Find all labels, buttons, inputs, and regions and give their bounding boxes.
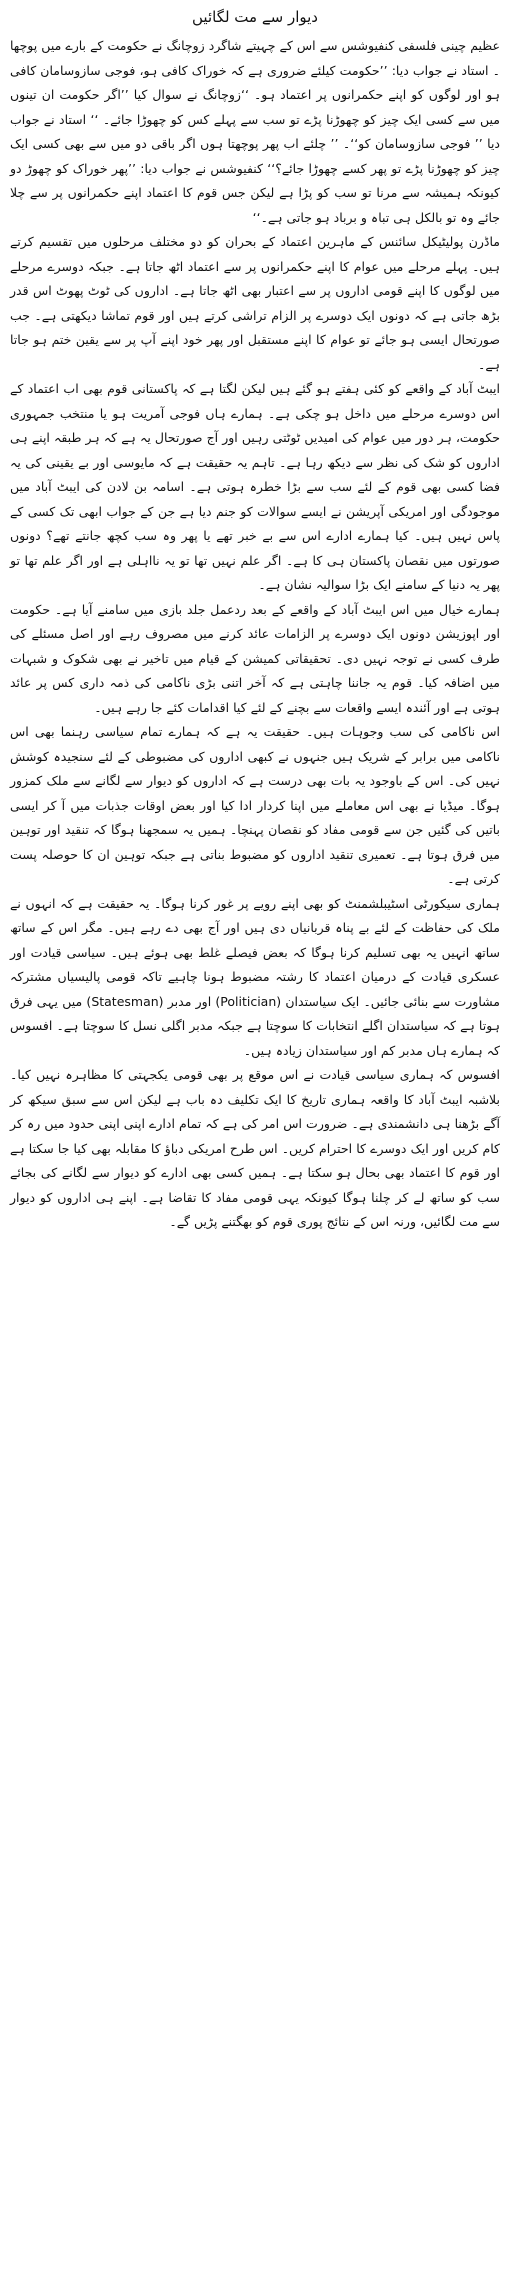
article-paragraph: ہمارے خیال میں اس ایبٹ آباد کے واقعے کے بعد ردعمل جلد بازی میں سامنے آیا ہے۔ حکومت اور اپوزیشن دونوں ایک دوسرے پر الزامات عائد کرنے میں مصروف رہے اور اصل مسئلے کی طرف کسی نے توجہ نہیں دی۔ تحقیقاتی کمیشن کے قیام میں تاخیر نے بھی شکوک و شبہات میں اضافہ کیا۔ قوم یہ جاننا چاہتی ہے کہ آخر اتنی بڑی ناکامی کی ذمہ داری کس پر عائد ہوتی ہے اور آئندہ ایسے واقعات سے بچنے کے لئے کیا اقدامات کئے جا رہے ہیں۔ [10,601,500,715]
article-paragraph: ہماری سیکورٹی اسٹیبلشمنٹ کو بھی اپنے رویے پر غور کرنا ہوگا۔ یہ حقیقت ہے کہ انہوں نے ملک کی حفاظت کے لئے بے پناہ قربانیاں دی ہیں اور آج بھی دے رہے ہیں۔ مگر اس کے ساتھ ساتھ انہیں یہ بھی تسلیم کرنا ہوگا کہ بعض فیصلے غلط بھی ہوئے ہیں۔ سیاسی قیادت اور عسکری قیادت کے درمیان اعتماد کا رشتہ مضبوط ہونا چاہیے تاکہ قومی پالیسیاں مشترکہ مشاورت سے بنائی جائیں۔ ایک سیاستدان (Politician) اور مدبر (Statesman) میں یہی فرق ہوتا ہے کہ سیاستدان اگلے انتخابات کا سوچتا ہے جبکہ مدبر اگلی نسل کا سوچتا ہے۔ افسوس کہ ہمارے ہاں مدبر کم اور سیاستدان زیادہ ہیں۔ [10,895,500,1058]
article-title: دیوار سے مت لگائیں [192,8,318,26]
article-body [10,34,500,1235]
article-paragraph: افسوس کہ ہماری سیاسی قیادت نے اس موقع پر بھی قومی یکجہتی کا مظاہرہ نہیں کیا۔ بلاشبہ ایبٹ آباد کا واقعہ ہماری تاریخ کا ایک تکلیف دہ باب ہے لیکن اس سے سبق سیکھ کر آگے بڑھنا ہی دانشمندی ہے۔ ضرورت اس امر کی ہے کہ تمام ادارے اپنی اپنی حدود میں رہ کر کام کریں اور ایک دوسرے کا احترام کریں۔ اس طرح امریکی دباؤ کا مقابلہ بھی کیا جا سکتا ہے اور قوم کا اعتماد بھی بحال ہو سکتا ہے۔ ہمیں کسی بھی ادارے کو دیوار سے لگانے کی بجائے سب کو ساتھ لے کر چلنا ہوگا کیونکہ یہی قومی مفاد کا تقاضا ہے۔ اپنے ہی اداروں کو دیوار سے مت لگائیں، ورنہ اس کے نتائج پوری قوم کو بھگتنے پڑیں گے۔ [10,1067,500,1229]
article-paragraph: ماڈرن پولیٹیکل سائنس کے ماہرین اعتماد کے بحران کو دو مختلف مرحلوں میں تقسیم کرتے ہیں۔ پہلے مرحلے میں عوام کا اپنے حکمرانوں پر سے اعتماد اٹھ جاتا ہے۔ جبکہ دوسرے مرحلے میں لوگوں کا اپنے قومی اداروں پر سے اعتبار بھی اٹھ جاتا ہے۔ اداروں کی ٹوٹ پھوٹ اس قدر بڑھ جاتی ہے کہ دونوں ایک دوسرے پر الزام تراشی کرتے ہیں اور قوم تماشا دیکھتی ہے۔ جب صورتحال ایسی ہو جائے تو عوام کا اپنے مستقبل اور پھر خود اپنے آپ پر سے یقین ختم ہو جاتا ہے۔ [10,234,500,372]
article-paragraph: اس ناکامی کی سب وجوہات ہیں۔ حقیقت یہ ہے کہ ہمارے تمام سیاسی رہنما بھی اس ناکامی میں برابر کے شریک ہیں جنہوں نے کبھی اداروں کی مضبوطی کے لئے سنجیدہ کوشش نہیں کی۔ اس کے باوجود یہ بات بھی درست ہے کہ اداروں کو دیوار سے لگانے سے ملک کمزور ہوگا۔ میڈیا نے بھی اس معاملے میں اپنا کردار ادا کیا اور بعض اوقات جذبات میں آ کر ایسی باتیں کی گئیں جن سے قومی مفاد کو نقصان پہنچا۔ ہمیں یہ سمجھنا ہوگا کہ تنقید اور توہین میں فرق ہوتا ہے۔ تعمیری تنقید اداروں کو مضبوط بناتی ہے جبکہ توہین ان کا حوصلہ پست کرتی ہے۔ [10,724,500,886]
article-paragraph: ایبٹ آباد کے واقعے کو کئی ہفتے ہو گئے ہیں لیکن لگتا ہے کہ پاکستانی قوم بھی اب اعتماد کے اس دوسرے مرحلے میں داخل ہو چکی ہے۔ ہمارے ہاں فوجی آمریت ہو یا منتخب جمہوری حکومت، ہر دور میں عوام کی امیدیں ٹوٹتی رہیں اور آج صورتحال یہ ہے کہ ہر طبقہ اپنے ہی اداروں کو شک کی نظر سے دیکھ رہا ہے۔ تاہم یہ حقیقت ہے کہ مایوسی اور بے یقینی کی یہ فضا کسی بھی قوم کے لئے سب سے بڑا خطرہ ہوتی ہے۔ اسامہ بن لادن کی ایبٹ آباد میں موجودگی اور امریکی آپریشن نے ایسے سوالات کو جنم دیا ہے جن کے جواب ابھی تک کسی کے پاس نہیں ہیں۔ کیا ہمارے ادارے اس سے بے خبر تھے یا پھر وہ سب کچھ جانتے تھے؟ دونوں صورتوں میں نقصان پاکستان ہی کا ہے۔ اگر علم نہیں تھا تو یہ نااہلی ہے اور اگر علم تھا تو پھر یہ دنیا کے سامنے ایک بڑا سوالیہ نشان ہے۔ [10,381,500,592]
article-paragraph: عظیم چینی فلسفی کنفیوشس سے اس کے چہیتے شاگرد زوچانگ نے حکومت کے بارے میں پوچھا ۔ استاد نے جواب دیا: ’’حکومت کیلئے ضروری ہے کہ خوراک کافی ہو، فوجی سازوسامان کافی ہو اور لوگوں کو اپنے حکمرانوں پر اعتماد ہو۔ ‘‘زوچانگ نے سوال کیا ’’اگر حکومت ان تینوں میں سے کسی ایک چیز کو چھوڑنا پڑے تو سب سے پہلے کس کو چھوڑا جائے۔ ‘‘ استاد نے جواب دیا ’’ فوجی سازوسامان کو‘‘۔ ’’ چلئے اب پھر پوچھتا ہوں اگر باقی دو میں سے بھی کسی ایک چیز کو چھوڑنا پڑے تو پھر کسے چھوڑا جائے؟‘‘ کنفیوشس نے جواب دیا: ’’پھر خوراک کو چھوڑ دو کیونکہ ہمیشہ سے مرنا تو سب کو پڑا ہے لیکن جس قوم کا اعتماد اپنے حکمرانوں پر سے چلا جائے وہ تو بالکل ہی تباہ و برباد ہو جاتی ہے۔‘‘ [10,38,500,225]
